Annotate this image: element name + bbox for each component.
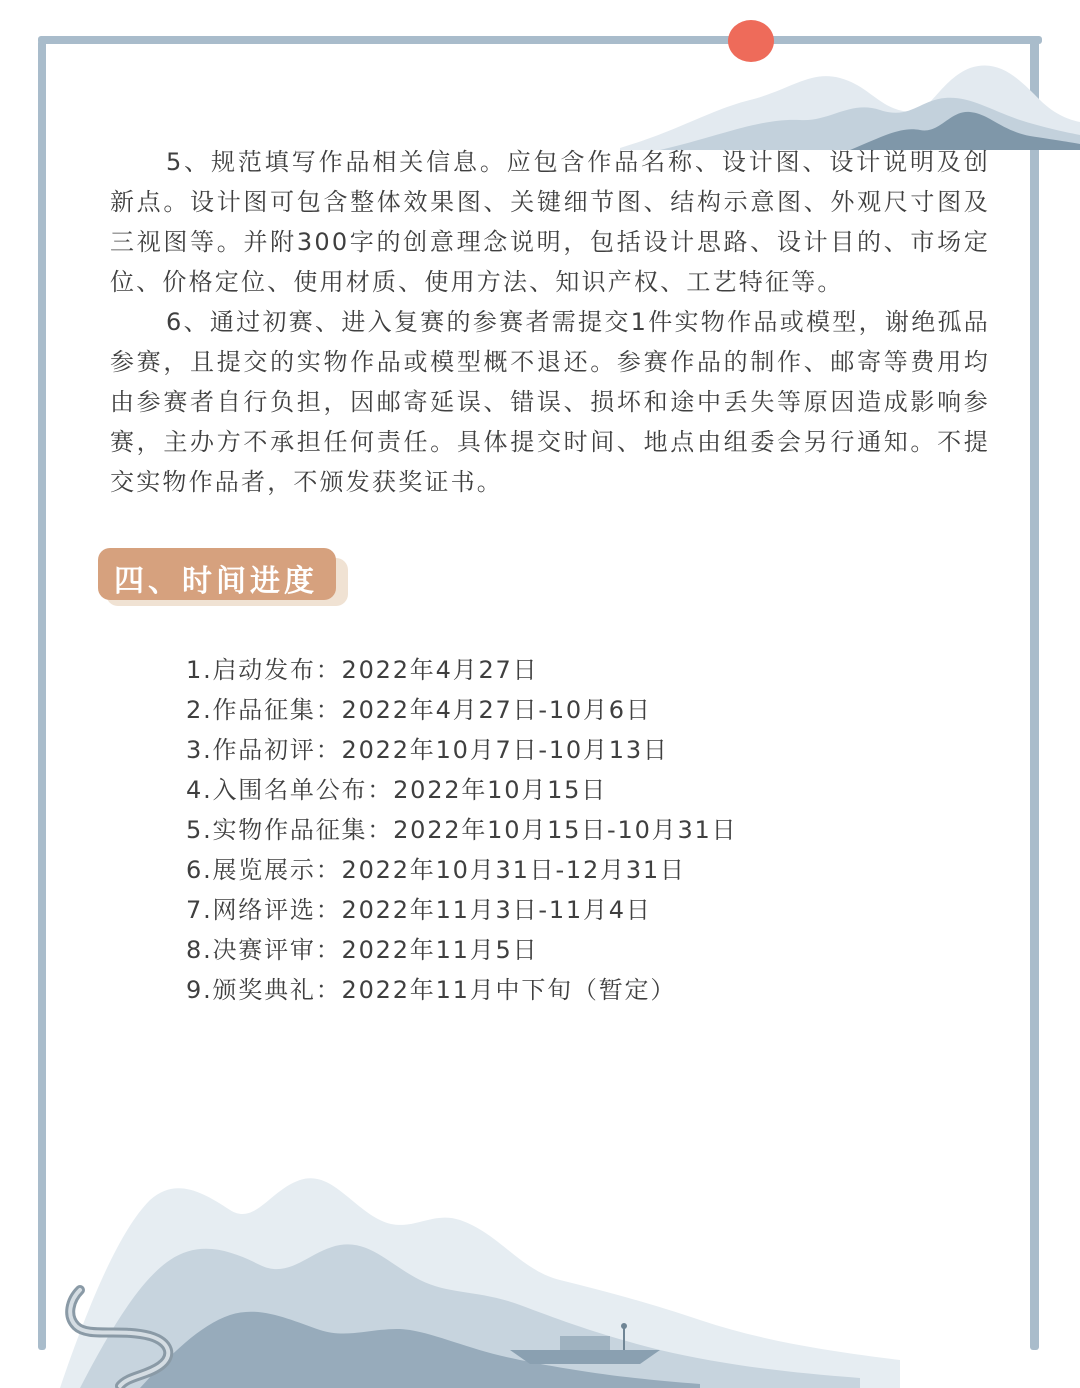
schedule-item: 3.作品初评：2022年10月7日-10月13日 bbox=[186, 736, 669, 764]
schedule-item: 9.颁奖典礼：2022年11月中下旬（暂定） bbox=[186, 976, 677, 1004]
schedule-item: 4.入围名单公布：2022年10月15日 bbox=[186, 776, 608, 804]
section-title: 四、时间进度 bbox=[114, 564, 318, 599]
schedule-item: 6.展览展示：2022年10月31日-12月31日 bbox=[186, 856, 686, 884]
schedule-item: 8.决赛评审：2022年11月5日 bbox=[186, 936, 539, 964]
schedule-item: 2.作品征集：2022年4月27日-10月6日 bbox=[186, 696, 652, 724]
schedule-list bbox=[186, 650, 737, 1010]
schedule-item: 1.启动发布：2022年4月27日 bbox=[186, 656, 539, 684]
section-header-schedule bbox=[98, 548, 348, 606]
paragraph-6: 6、通过初赛、进入复赛的参赛者需提交1件实物作品或模型，谢绝孤品参赛，且提交的实物作品或模型概不退还。参赛作品的制作、邮寄等费用均由参赛者自行负担，因邮寄延误、错误、损坏和途中丢失等原因造成影响参赛，主办方不承担任何责任。具体提交时间、地点由组委会另行通知。不提交实物作品者，不颁发获奖证书。 bbox=[110, 308, 990, 496]
mountain-landscape-top bbox=[600, 40, 1080, 150]
mountain-landscape-bottom bbox=[0, 1150, 1080, 1388]
paragraph-5: 5、规范填写作品相关信息。应包含作品名称、设计图、设计说明及创新点。设计图可包含整体效果图、关键细节图、结构示意图、外观尺寸图及三视图等。并附300字的创意理念说明，包括设计思路、设计目的、市场定位、价格定位、使用材质、使用方法、知识产权、工艺特征等。 bbox=[110, 148, 990, 296]
schedule-item: 5.实物作品征集：2022年10月15日-10月31日 bbox=[186, 816, 738, 844]
red-sun-icon bbox=[728, 20, 774, 62]
body-text bbox=[110, 142, 990, 502]
schedule-item: 7.网络评选：2022年11月3日-11月4日 bbox=[186, 896, 652, 924]
